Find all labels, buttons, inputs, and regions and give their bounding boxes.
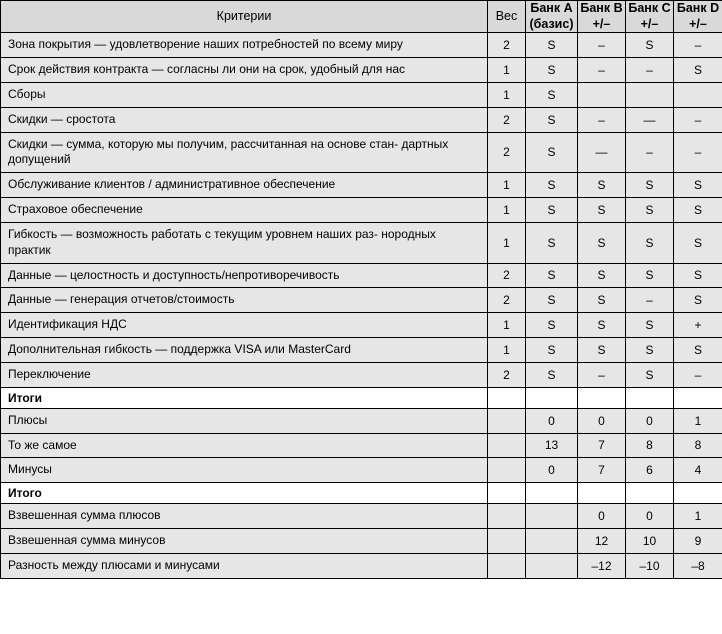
criteria-cell: Данные — генерация отчетов/стоимость [1,288,488,313]
bank-d-cell: S [674,198,722,223]
weight-cell: 1 [488,82,526,107]
bank-d-cell: –8 [674,553,722,578]
bank-c-cell: S [626,362,674,387]
bank-a-cell [526,553,578,578]
table-header [1,1,722,33]
weight-cell [488,528,526,553]
header-bank-a-line1: Банк A [530,1,573,15]
bank-b-cell [578,82,626,107]
criteria-cell: Минусы [1,458,488,483]
table-row [1,553,722,578]
bank-b-cell: S [578,263,626,288]
bank-b-cell: — [578,132,626,173]
criteria-cell: Сборы [1,82,488,107]
criteria-cell: Дополнительная гибкость — поддержка VISA или MasterCard [1,338,488,363]
bank-b-cell: S [578,288,626,313]
bank-a-cell: S [526,222,578,263]
bank-d-cell: S [674,263,722,288]
table-row [1,362,722,387]
section-label: Итоги [1,387,488,408]
bank-d-cell: S [674,58,722,83]
table-row [1,173,722,198]
table-row [1,458,722,483]
bank-b-cell: 7 [578,433,626,458]
bank-b-cell: S [578,338,626,363]
bank-d-cell: 9 [674,528,722,553]
weight-cell: 2 [488,107,526,132]
weight-cell [488,553,526,578]
weight-cell: 2 [488,132,526,173]
bank-d-cell: – [674,107,722,132]
header-bank-d-line2: +/– [689,16,707,31]
bank-b-cell: S [578,222,626,263]
weight-cell: 1 [488,58,526,83]
bank-c-cell [626,82,674,107]
bank-c-cell: S [626,338,674,363]
header-weight: Вес [488,1,526,33]
bank-d-cell: – [674,132,722,173]
header-criteria: Критерии [1,1,488,33]
bank-a-cell: S [526,82,578,107]
bank-c-cell: S [626,222,674,263]
weight-cell: 1 [488,313,526,338]
bank-c-cell: – [626,58,674,83]
criteria-cell: Скидки — сростота [1,107,488,132]
bank-b-cell: – [578,107,626,132]
table-row [1,263,722,288]
section-blank-cell [674,483,722,504]
criteria-cell: Взвешенная сумма минусов [1,528,488,553]
criteria-cell: Страховое обеспечение [1,198,488,223]
weight-cell [488,433,526,458]
bank-a-cell: 13 [526,433,578,458]
section-header-row [1,387,722,408]
table-row [1,107,722,132]
table-row [1,288,722,313]
bank-c-cell: –10 [626,553,674,578]
table-body [1,33,722,578]
section-header-row [1,483,722,504]
bank-c-cell: – [626,132,674,173]
table-row [1,222,722,263]
bank-b-cell: –12 [578,553,626,578]
section-label: Итого [1,483,488,504]
bank-c-cell: S [626,198,674,223]
table-row [1,338,722,363]
table-row [1,33,722,58]
bank-a-cell: S [526,338,578,363]
bank-c-cell: 8 [626,433,674,458]
bank-a-cell: 0 [526,458,578,483]
bank-d-cell: + [674,313,722,338]
bank-d-cell: 4 [674,458,722,483]
header-bank-c-line2: +/– [640,16,659,31]
header-bank-b [578,1,626,33]
bank-a-cell: S [526,263,578,288]
weight-cell: 2 [488,362,526,387]
criteria-cell: Взвешенная сумма плюсов [1,504,488,529]
bank-b-cell: 12 [578,528,626,553]
bank-b-cell: 0 [578,408,626,433]
bank-c-cell: S [626,313,674,338]
header-bank-a-line2: (базис) [529,16,574,31]
bank-d-cell: 1 [674,504,722,529]
weight-cell: 1 [488,222,526,263]
criteria-cell: Данные — целостность и доступность/непротиворечивость [1,263,488,288]
bank-a-cell [526,504,578,529]
criteria-cell: Гибкость — возможность работать с текущим уровнем наших раз- нородных практик [1,222,488,263]
criteria-cell: Переключение [1,362,488,387]
bank-b-cell: – [578,362,626,387]
weight-cell: 1 [488,198,526,223]
bank-d-cell: – [674,362,722,387]
bank-c-cell: — [626,107,674,132]
weight-cell: 1 [488,173,526,198]
bank-b-cell: S [578,173,626,198]
weight-cell [488,408,526,433]
section-blank-cell [674,387,722,408]
table-row [1,58,722,83]
bank-d-cell: S [674,222,722,263]
bank-a-cell [526,528,578,553]
bank-c-cell: S [626,173,674,198]
weight-cell [488,504,526,529]
weight-cell: 2 [488,263,526,288]
header-bank-d [674,1,722,33]
bank-a-cell: S [526,288,578,313]
header-bank-c [626,1,674,33]
weight-cell: 1 [488,338,526,363]
criteria-cell: Срок действия контракта — согласны ли они на срок, удобный для нас [1,58,488,83]
criteria-cell: Обслуживание клиентов / административное обеспечение [1,173,488,198]
section-blank-cell [626,483,674,504]
bank-b-cell: S [578,313,626,338]
section-blank-cell [578,483,626,504]
table-row [1,408,722,433]
bank-c-cell: – [626,288,674,313]
header-bank-b-line1: Банк B [580,1,623,15]
table-row [1,132,722,173]
criteria-cell: Плюсы [1,408,488,433]
section-blank-cell [578,387,626,408]
bank-c-cell: S [626,33,674,58]
table-row [1,198,722,223]
bank-b-cell: – [578,33,626,58]
criteria-cell: Зона покрытия — удовлетворение наших потребностей по всему миру [1,33,488,58]
bank-d-cell: S [674,288,722,313]
bank-a-cell: S [526,173,578,198]
bank-a-cell: S [526,33,578,58]
bank-c-cell: 0 [626,504,674,529]
bank-b-cell: – [578,58,626,83]
table-row [1,433,722,458]
bank-d-cell: 1 [674,408,722,433]
section-blank-cell [488,483,526,504]
section-blank-cell [488,387,526,408]
bank-b-cell: S [578,198,626,223]
bank-a-cell: S [526,58,578,83]
bank-b-cell: 7 [578,458,626,483]
criteria-cell: Скидки — сумма, которую мы получим, рассчитанная на основе стан- дартных допущений [1,132,488,173]
table-row [1,82,722,107]
bank-a-cell: S [526,313,578,338]
bank-a-cell: S [526,198,578,223]
bank-a-cell: S [526,107,578,132]
table-row [1,528,722,553]
bank-a-cell: S [526,132,578,173]
section-blank-cell [626,387,674,408]
bank-c-cell: 6 [626,458,674,483]
weight-cell: 2 [488,288,526,313]
bank-b-cell: 0 [578,504,626,529]
bank-c-cell: S [626,263,674,288]
section-blank-cell [526,387,578,408]
criteria-cell: Разность между плюсами и минусами [1,553,488,578]
bank-c-cell: 0 [626,408,674,433]
bank-d-cell: S [674,338,722,363]
bank-a-cell: 0 [526,408,578,433]
weight-cell [488,458,526,483]
header-bank-c-line1: Банк C [628,1,671,15]
bank-d-cell [674,82,722,107]
criteria-cell: Идентификация НДС [1,313,488,338]
bank-d-cell: – [674,33,722,58]
bank-d-cell: S [674,173,722,198]
bank-a-cell: S [526,362,578,387]
header-bank-a [526,1,578,33]
header-bank-b-line2: +/– [592,16,611,31]
bank-d-cell: 8 [674,433,722,458]
section-blank-cell [526,483,578,504]
weight-cell: 2 [488,33,526,58]
criteria-cell: То же самое [1,433,488,458]
table-row [1,504,722,529]
table-row [1,313,722,338]
header-bank-d-line1: Банк D [676,1,720,15]
bank-c-cell: 10 [626,528,674,553]
header-row [1,1,722,33]
